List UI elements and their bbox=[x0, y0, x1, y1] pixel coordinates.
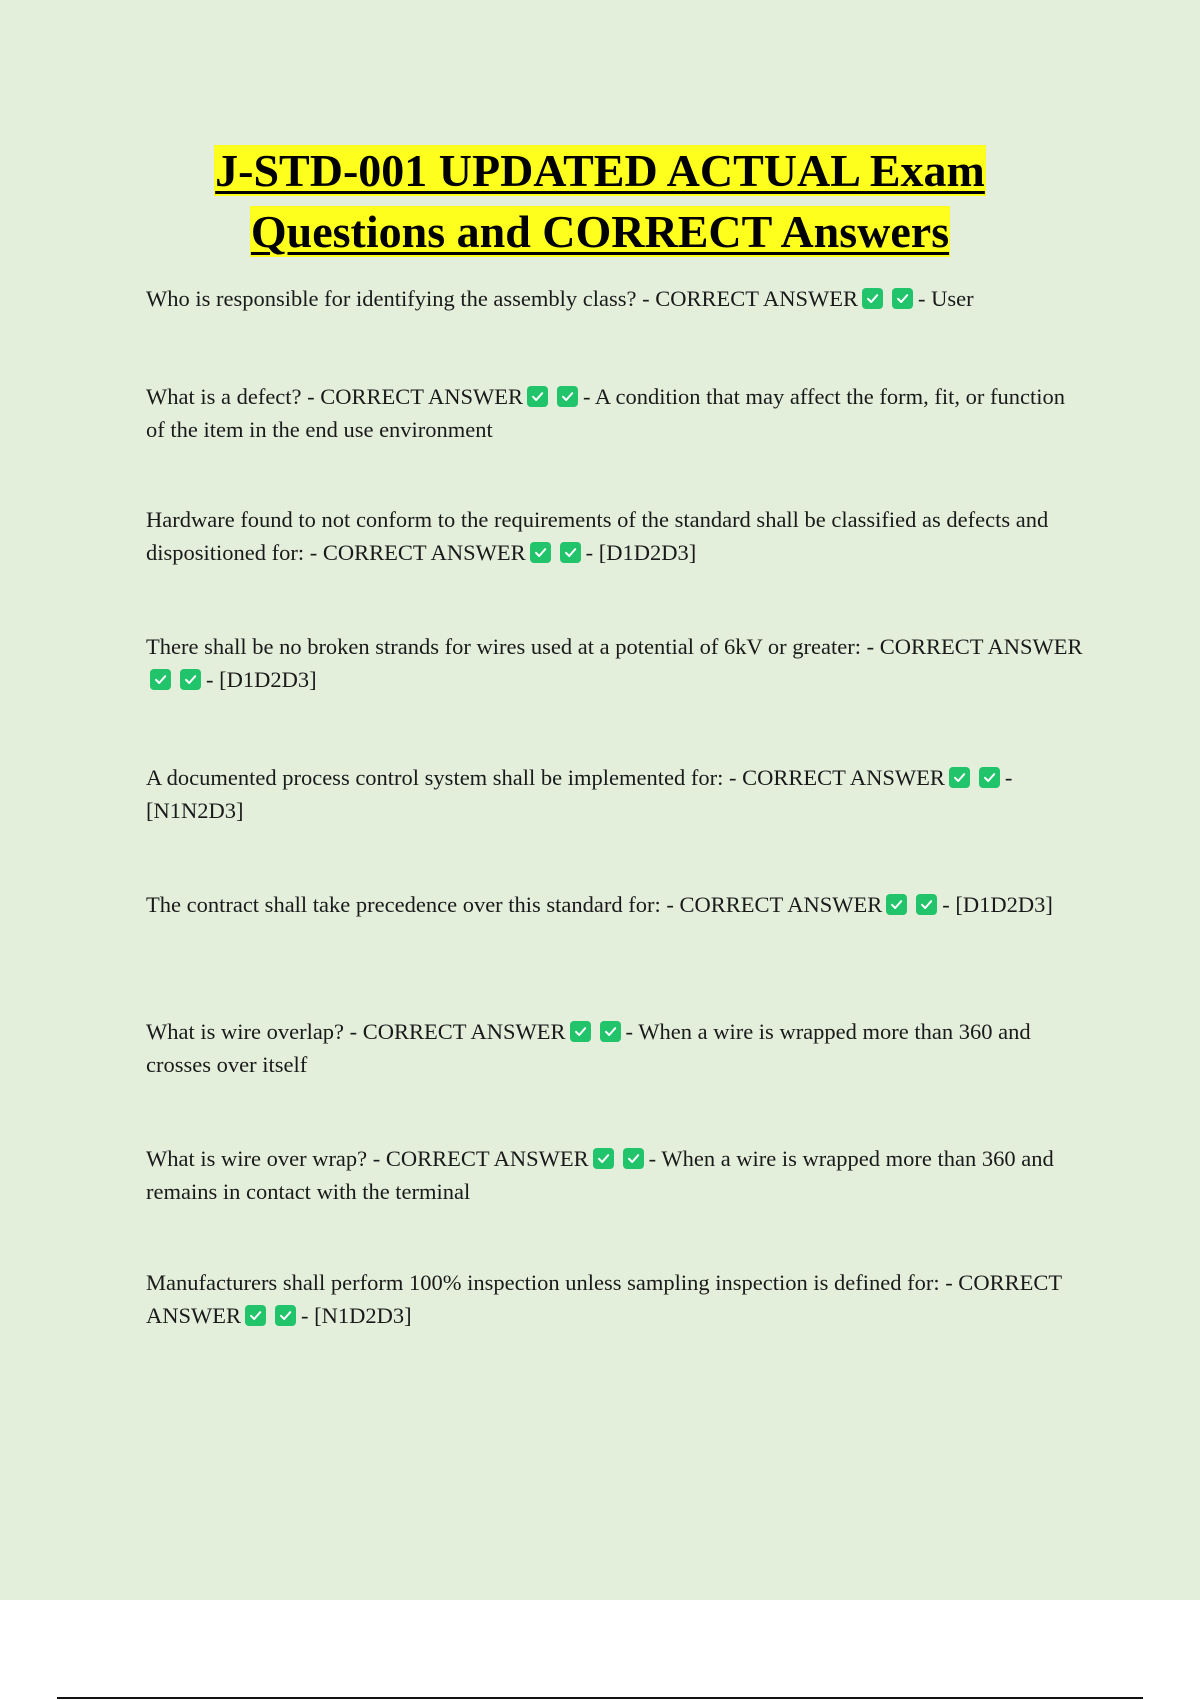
question-text: What is a defect? - CORRECT ANSWER bbox=[146, 384, 524, 409]
question-text: Hardware found to not conform to the requirements of the standard shall be classified as defects and dispositioned for: - CORRECT ANSWER bbox=[146, 507, 1049, 565]
title-line-1: J-STD-001 UPDATED ACTUAL Exam bbox=[215, 145, 985, 196]
page-divider bbox=[57, 1697, 1143, 1699]
qa-item-6 bbox=[146, 888, 1086, 921]
page-title bbox=[0, 140, 1200, 262]
question-text: Manufacturers shall perform 100% inspection unless sampling inspection is defined for: - CORRECT ANSWER bbox=[146, 1270, 1062, 1328]
qa-item-1 bbox=[146, 282, 1086, 315]
check-icon bbox=[623, 1148, 644, 1169]
check-icon bbox=[593, 1148, 614, 1169]
check-icon bbox=[180, 669, 201, 690]
qa-item-4 bbox=[146, 630, 1086, 696]
answer-text: - A condition that may affect the form, fit, or function of the item in the end use environment bbox=[146, 384, 1065, 442]
check-icon bbox=[949, 767, 970, 788]
answer-text: - [N1N2D3] bbox=[146, 765, 1013, 823]
check-icon bbox=[916, 894, 937, 915]
qa-item-7 bbox=[146, 1015, 1086, 1081]
check-icon bbox=[150, 669, 171, 690]
check-icon bbox=[275, 1305, 296, 1326]
qa-item-8 bbox=[146, 1142, 1086, 1208]
check-icon bbox=[530, 542, 551, 563]
check-icon bbox=[979, 767, 1000, 788]
check-icon bbox=[862, 288, 883, 309]
check-icon bbox=[527, 386, 548, 407]
answer-text: - [D1D2D3] bbox=[206, 667, 317, 692]
qa-item-5 bbox=[146, 761, 1086, 827]
question-text: The contract shall take precedence over this standard for: - CORRECT ANSWER bbox=[146, 892, 883, 917]
check-icon bbox=[560, 542, 581, 563]
answer-text: - When a wire is wrapped more than 360 and crosses over itself bbox=[146, 1019, 1031, 1077]
check-icon bbox=[245, 1305, 266, 1326]
answer-text: - When a wire is wrapped more than 360 and remains in contact with the terminal bbox=[146, 1146, 1054, 1204]
question-text: Who is responsible for identifying the assembly class? - CORRECT ANSWER bbox=[146, 286, 859, 311]
question-text: What is wire over wrap? - CORRECT ANSWER bbox=[146, 1146, 589, 1171]
answer-text: - [D1D2D3] bbox=[942, 892, 1053, 917]
question-text: A documented process control system shall be implemented for: - CORRECT ANSWER bbox=[146, 765, 945, 790]
check-icon bbox=[892, 288, 913, 309]
question-text: There shall be no broken strands for wires used at a potential of 6kV or greater: - CORRECT ANSWER bbox=[146, 634, 1083, 659]
answer-text: - User bbox=[918, 286, 974, 311]
question-text: What is wire overlap? - CORRECT ANSWER bbox=[146, 1019, 566, 1044]
check-icon bbox=[557, 386, 578, 407]
title-line-2: Questions and CORRECT Answers bbox=[250, 206, 950, 257]
check-icon bbox=[886, 894, 907, 915]
qa-item-2 bbox=[146, 380, 1086, 446]
check-icon bbox=[570, 1021, 591, 1042]
qa-item-9 bbox=[146, 1266, 1086, 1332]
qa-item-3 bbox=[146, 503, 1086, 569]
answer-text: - [D1D2D3] bbox=[585, 540, 697, 565]
answer-text: - [N1D2D3] bbox=[301, 1303, 412, 1328]
check-icon bbox=[600, 1021, 621, 1042]
